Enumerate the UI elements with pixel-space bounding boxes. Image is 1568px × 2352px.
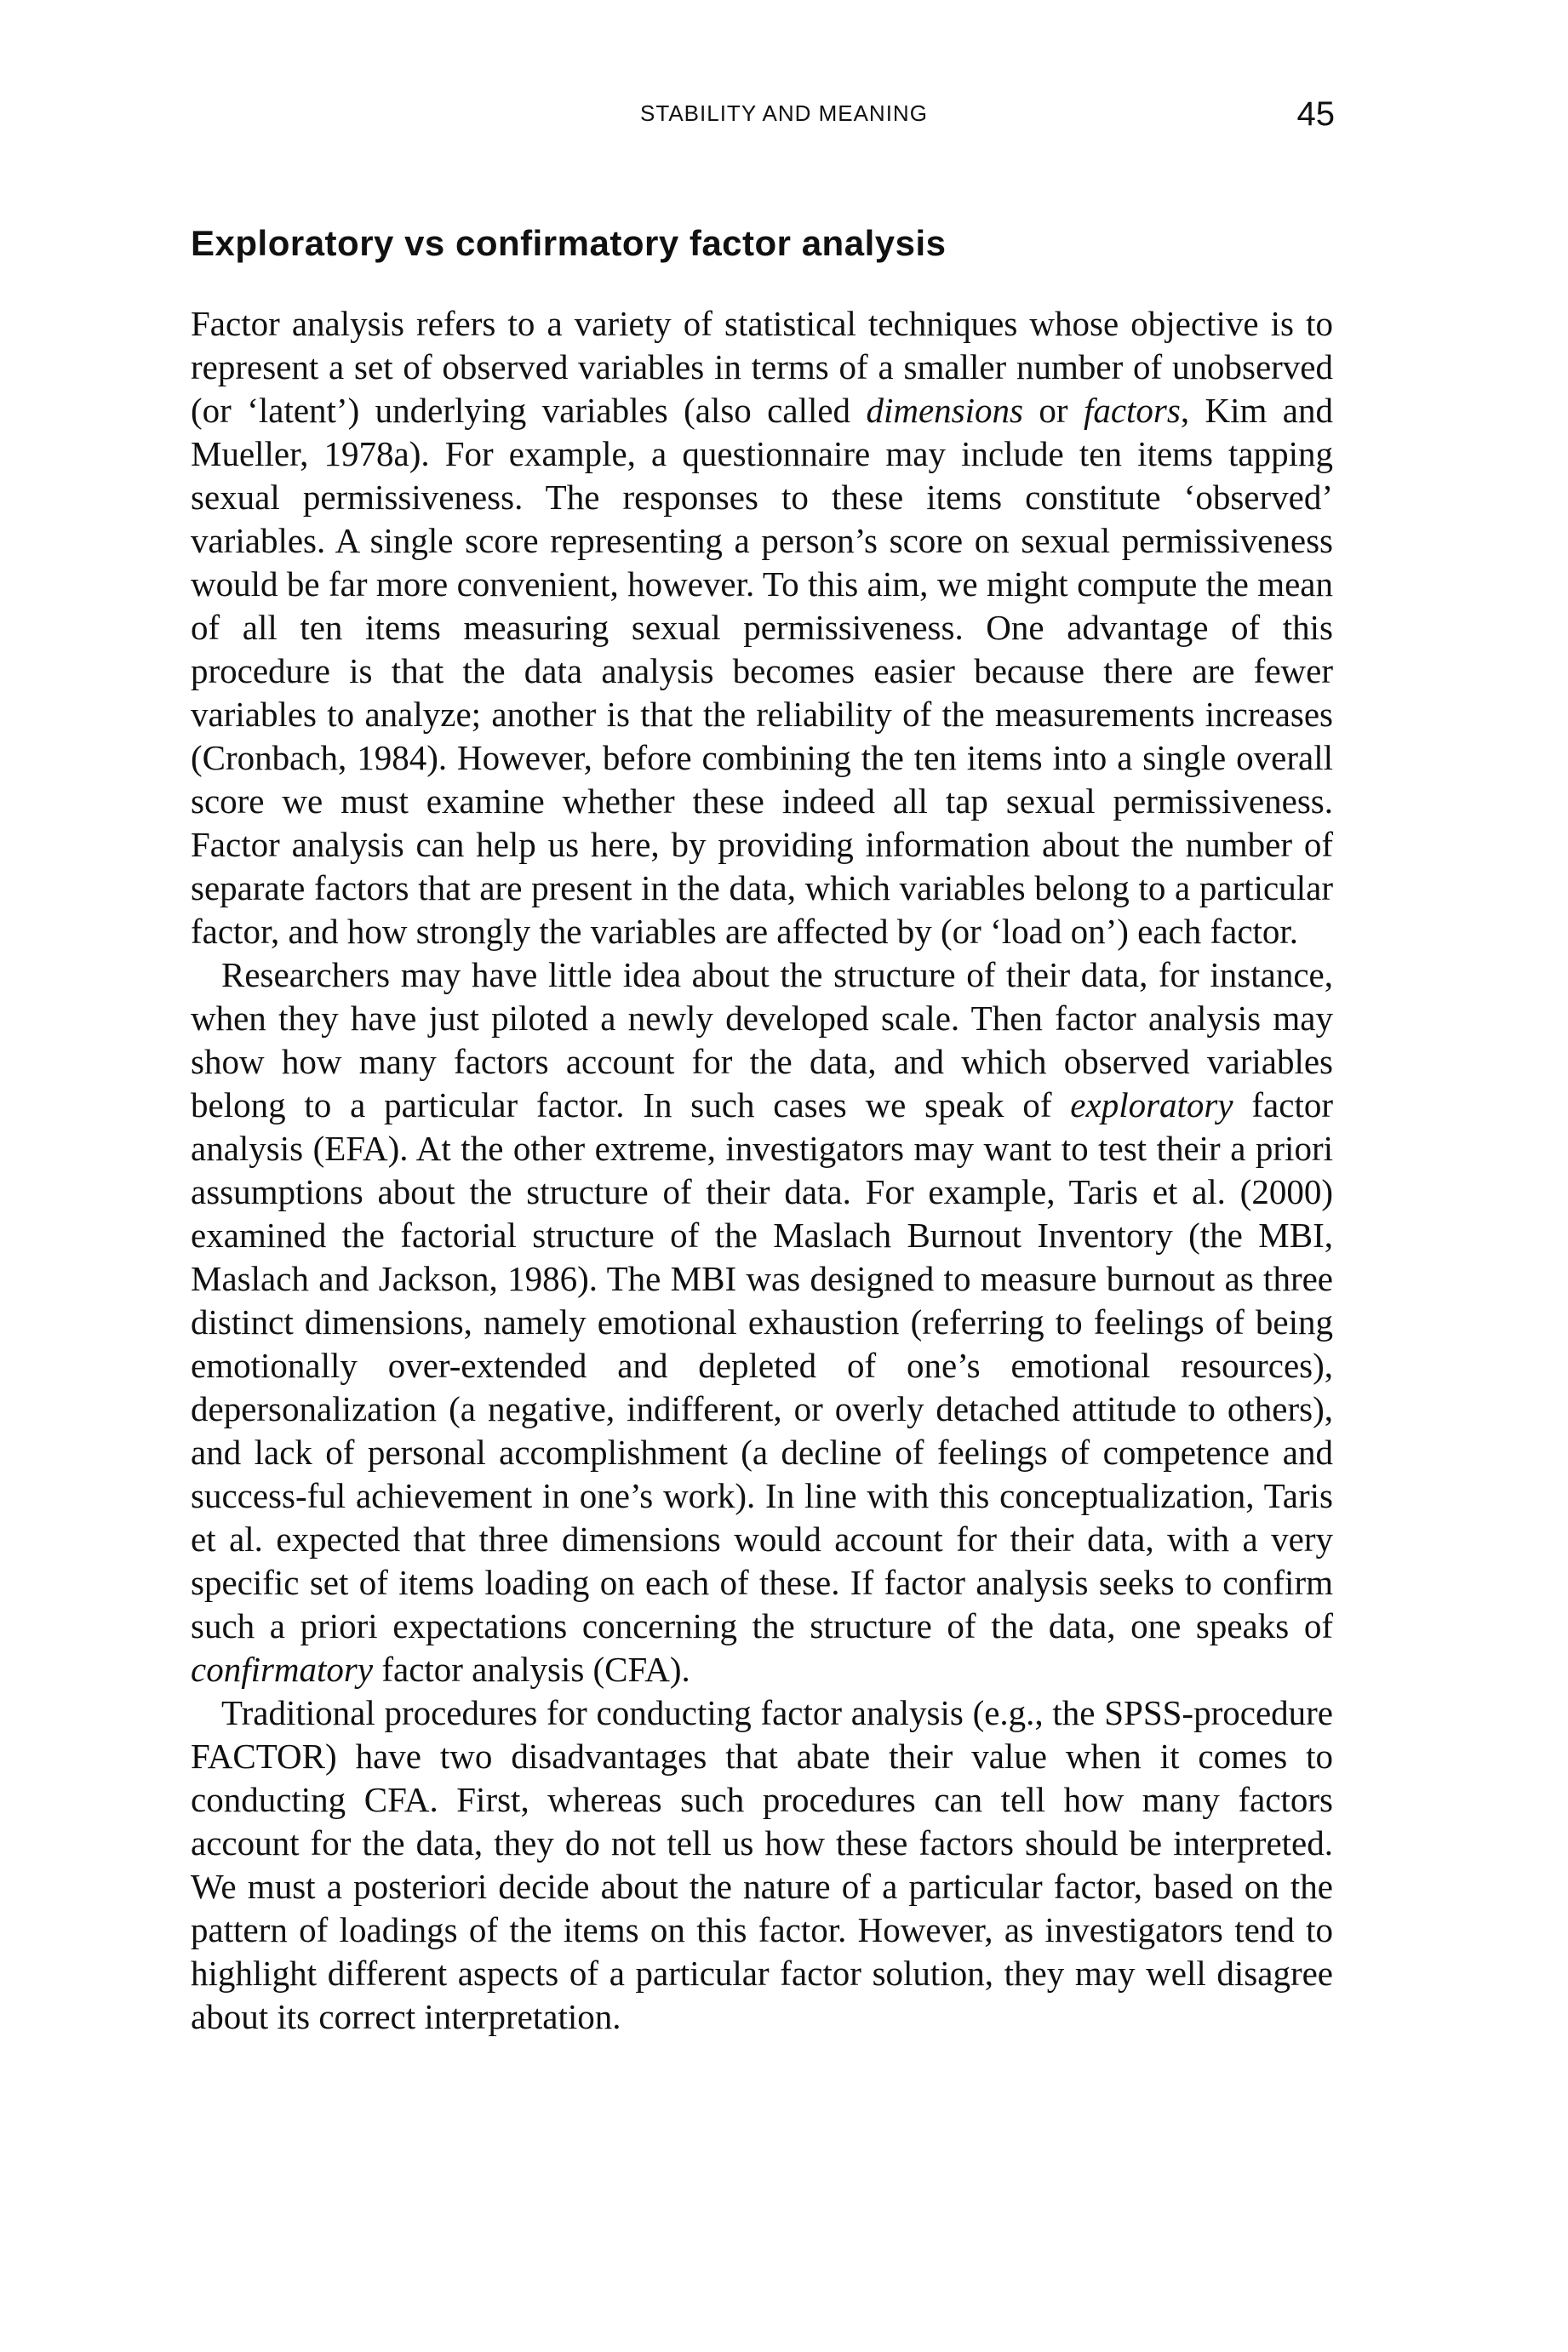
paragraph-1 [191, 302, 1333, 953]
paragraph-3-text-a: Traditional procedures for conducting factor analysis (e.g., the SPSS-procedure FACTOR) have two disadvantages that abate their value when it comes to conducting CFA. First, whereas such procedures can tell how many factors account for the data, they do not tell us how these factors should be interpreted. We must a posteriori decide about the nature of a particular factor, based on the pattern of loadings of the items on this factor. However, as investigators tend to highlight different aspects of a particular factor solution, they may well disagree about its correct interpretation. [191, 1693, 1333, 2036]
paragraph-2-term-exploratory: exploratory [1070, 1085, 1233, 1124]
paragraph-1-text-b: or [1022, 391, 1084, 430]
paragraph-2-text-c: factor analysis (CFA). [373, 1650, 690, 1689]
body-text [191, 302, 1333, 2039]
paragraph-1-term-factors: factors [1083, 391, 1181, 430]
paragraph-2 [191, 953, 1333, 1691]
paragraph-1-term-dimensions: dimensions [866, 391, 1023, 430]
paragraph-2-term-confirmatory: confirmatory [191, 1650, 374, 1689]
page-number: 45 [1296, 95, 1335, 133]
paragraph-2-text-b: factor analysis (EFA). At the other extreme, investigators may want to test their a priori assumptions about the structure of their data. For example, Taris et al. (2000) examined the factorial structure of the Maslach Burnout Inventory (the MBI, Maslach and Jackson, 1986). The MBI was designed to measure burnout as three distinct dimensions, namely emotional exhaustion (referring to feelings of being emotionally over-extended and depleted of one’s emotional resources), depersonalization (a negative, indifferent, or overly detached attitude to others), and lack of personal accomplishment (a decline of feelings of competence and success-ful achievement in one’s work). In line with this conceptualization, Taris et al. expected that three dimensions would account for their data, with a very specific set of items loading on each of these. If factor analysis seeks to confirm such a priori expectations concerning the structure of the data, one speaks of [191, 1085, 1333, 1645]
paragraph-1-text-c: , Kim and Mueller, 1978a). For example, a questionnaire may include ten items tapping sexual permissiveness. The responses to these items constitute ‘observed’ variables. A single score representing a person’s score on sexual permissiveness would be far more convenient, however. To this aim, we might compute the mean of all ten items measuring sexual permissiveness. One advantage of this procedure is that the data analysis becomes easier because there are fewer variables to analyze; another is that the reliability of the measurements increases (Cronbach, 1984). However, before combining the ten items into a single overall score we must examine whether these indeed all tap sexual permissiveness. Factor analysis can help us here, by providing information about the number of separate factors that are present in the data, which variables belong to a particular factor, and how strongly the variables are affected by (or ‘load on’) each factor. [191, 391, 1333, 951]
running-head: STABILITY AND MEANING [640, 100, 928, 126]
section-title: Exploratory vs confirmatory factor analysis [191, 223, 947, 263]
paragraph-3 [191, 1691, 1333, 2039]
paragraph-1-text-a: Factor analysis refers to a variety of statistical techniques whose objective is to represent a set of observed variables in terms of a smaller number of unobserved (or ‘latent’) underlying variables (also called [191, 304, 1333, 430]
paragraph-2-text-a: Researchers may have little idea about the structure of their data, for instance, when they have just piloted a newly developed scale. Then factor analysis may show how many factors account for the data, and which observed variables belong to a particular factor. In such cases we speak of [191, 955, 1333, 1124]
